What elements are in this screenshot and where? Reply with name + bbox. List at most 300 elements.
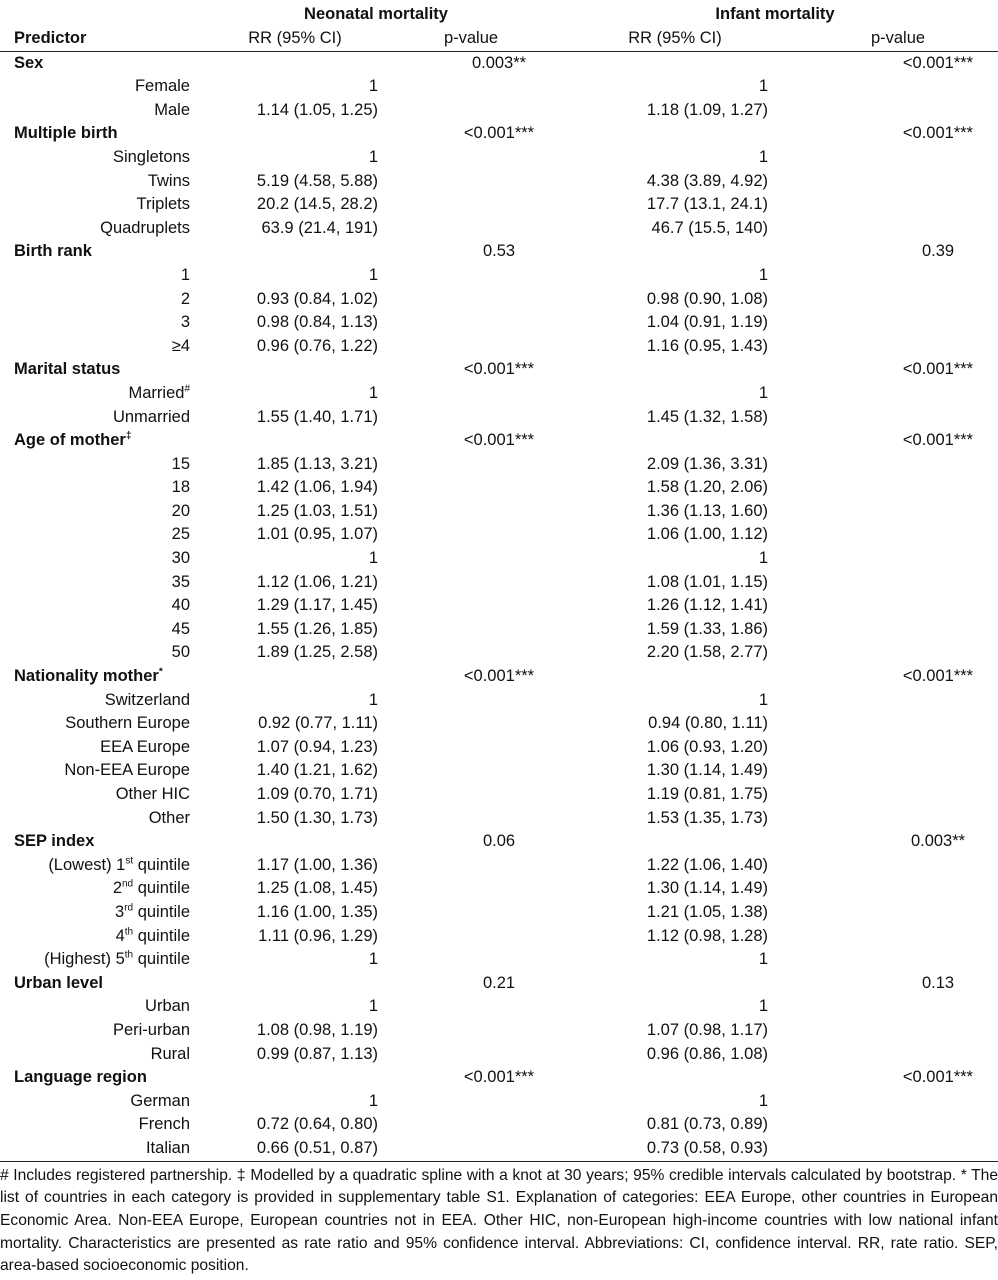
level-label: Quadruplets [100, 218, 190, 237]
neonatal-p-cell [390, 75, 552, 99]
neonatal-p-cell [390, 193, 552, 217]
neonatal-rr-cell: 1 [368, 549, 378, 568]
infant-p-cell [798, 877, 998, 901]
infant-rr-cell [552, 358, 798, 382]
category-row [0, 1066, 998, 1090]
neonatal-rr-cell: 1 [368, 77, 378, 96]
level-label: Singletons [112, 147, 190, 166]
infant-rr-cell: 1.22 (1.06, 1.40) [646, 855, 769, 874]
infant-rr-cell: 2.20 (1.58, 2.77) [646, 643, 769, 662]
infant-p-cell [798, 500, 998, 524]
label-superscript: * [158, 666, 163, 678]
group-header-infant: Infant mortality [715, 5, 835, 23]
infant-rr-cell: 1.06 (1.00, 1.12) [646, 525, 769, 544]
table-row [0, 500, 998, 524]
table-row [0, 217, 998, 241]
infant-rr-cell: 1.58 (1.20, 2.06) [646, 478, 769, 497]
infant-rr-cell: 1.19 (0.81, 1.75) [646, 785, 769, 803]
infant-p-header: p-value [798, 27, 998, 51]
level-label: Married# [128, 383, 190, 402]
category-label: Sex [14, 53, 44, 72]
neonatal-p-header: p-value [390, 27, 552, 51]
infant-p-cell [798, 193, 998, 217]
infant-p-cell [798, 406, 998, 430]
neonatal-rr-cell: 1.40 (1.21, 1.62) [256, 761, 378, 780]
neonatal-rr-cell: 1 [368, 950, 378, 969]
neonatal-rr-cell [200, 51, 390, 75]
neonatal-rr-cell: 1.42 (1.06, 1.94) [256, 478, 378, 497]
infant-p-cell [798, 641, 998, 665]
infant-rr-cell: 1 [758, 265, 769, 284]
infant-p-cell [798, 217, 998, 241]
infant-p-cell [798, 1113, 998, 1137]
infant-rr-cell: 1.26 (1.12, 1.41) [646, 596, 769, 615]
neonatal-p-cell [390, 217, 552, 241]
table-row [0, 571, 998, 595]
infant-rr-cell: 1 [758, 549, 769, 568]
neonatal-p-cell [390, 759, 552, 783]
level-label: Twins [147, 171, 190, 190]
neonatal-rr-cell: 1 [368, 690, 378, 709]
infant-p-cell: <0.001*** [902, 1068, 974, 1087]
infant-rr-cell [552, 972, 798, 996]
infant-rr-cell: 2.09 (1.36, 3.31) [646, 454, 769, 473]
neonatal-p-cell [390, 476, 552, 500]
table-row [0, 1090, 998, 1114]
infant-rr-cell: 1.08 (1.01, 1.15) [646, 572, 769, 591]
table-row [0, 783, 998, 807]
infant-p-cell [798, 571, 998, 595]
infant-rr-cell [552, 1066, 798, 1090]
category-label: Birth rank [14, 242, 92, 261]
neonatal-p-cell [390, 311, 552, 335]
neonatal-p-cell [390, 783, 552, 807]
infant-rr-cell [552, 830, 798, 854]
neonatal-rr-cell: 1.85 (1.13, 3.21) [256, 454, 378, 473]
infant-p-cell [798, 1019, 998, 1043]
neonatal-p-cell [390, 547, 552, 571]
infant-rr-cell: 1.45 (1.32, 1.58) [646, 407, 769, 426]
table-row [0, 288, 998, 312]
infant-rr-cell: 0.73 (0.58, 0.93) [646, 1138, 769, 1157]
level-label: 30 [171, 549, 190, 568]
neonatal-p-cell: 0.06 [482, 832, 516, 851]
infant-p-cell [798, 901, 998, 925]
level-label: (Highest) 5th quintile [44, 949, 190, 969]
table-row [0, 547, 998, 571]
table-row [0, 382, 998, 406]
label-superscript: ‡ [125, 430, 132, 442]
infant-rr-header: RR (95% CI) [552, 27, 798, 51]
category-label: Marital status [14, 360, 121, 379]
table-body [0, 51, 998, 1161]
neonatal-p-cell: 0.53 [482, 242, 516, 261]
neonatal-p-cell [390, 901, 552, 925]
table-row [0, 594, 998, 618]
neonatal-rr-cell: 1.11 (0.96, 1.29) [258, 926, 378, 945]
infant-rr-cell [552, 240, 798, 264]
infant-rr-cell [552, 51, 798, 75]
level-label: 3 [180, 313, 190, 332]
neonatal-p-cell [390, 288, 552, 312]
level-label: Female [134, 77, 190, 96]
neonatal-rr-cell: 1.25 (1.03, 1.51) [256, 501, 378, 520]
table-row [0, 877, 998, 901]
level-label: Non-EEA Europe [64, 761, 190, 780]
neonatal-rr-cell: 1 [368, 997, 378, 1016]
infant-rr-cell: 1 [758, 690, 769, 709]
neonatal-rr-cell: 20.2 (14.5, 28.2) [256, 195, 378, 214]
neonatal-rr-cell: 1.50 (1.30, 1.73) [256, 808, 378, 827]
neonatal-p-cell [390, 641, 552, 665]
neonatal-p-cell [390, 453, 552, 477]
neonatal-p-cell [390, 925, 552, 949]
level-label: German [130, 1091, 190, 1110]
neonatal-rr-cell: 1.07 (0.94, 1.23) [256, 737, 378, 756]
infant-p-cell [798, 99, 998, 123]
infant-p-cell [798, 712, 998, 736]
table-row [0, 311, 998, 335]
neonatal-p-cell: 0.003** [471, 53, 527, 72]
neonatal-rr-cell: 1.55 (1.26, 1.85) [256, 619, 378, 638]
category-label: Nationality mother* [14, 666, 163, 686]
column-header-row [0, 27, 998, 51]
table-row [0, 712, 998, 736]
infant-rr-cell: 4.38 (3.89, 4.92) [646, 171, 769, 190]
infant-p-cell [798, 476, 998, 500]
infant-p-cell [798, 807, 998, 831]
infant-rr-cell: 1.30 (1.14, 1.49) [646, 879, 769, 898]
category-label: Age of mother‡ [14, 430, 132, 450]
infant-p-cell [798, 75, 998, 99]
infant-rr-cell [552, 429, 798, 453]
level-label: Male [154, 100, 190, 119]
neonatal-rr-header: RR (95% CI) [200, 27, 390, 51]
infant-rr-cell [552, 122, 798, 146]
neonatal-p-cell [390, 500, 552, 524]
table-row [0, 641, 998, 665]
neonatal-rr-cell: 1.01 (0.95, 1.07) [256, 525, 378, 544]
neonatal-p-cell: <0.001*** [463, 431, 535, 450]
predictor-header: Predictor [0, 27, 200, 51]
infant-rr-cell: 1.59 (1.33, 1.86) [646, 619, 769, 638]
neonatal-rr-cell [200, 358, 390, 382]
table-row [0, 736, 998, 760]
table-row [0, 75, 998, 99]
infant-rr-cell: 1 [758, 950, 769, 969]
level-label: 1 [180, 265, 190, 284]
level-label: Other HIC [115, 785, 190, 803]
neonatal-rr-cell: 1 [368, 147, 378, 166]
table-row [0, 689, 998, 713]
infant-rr-cell: 1.12 (0.98, 1.28) [646, 926, 769, 945]
neonatal-rr-cell: 1.12 (1.06, 1.21) [256, 572, 378, 591]
level-label: 18 [171, 478, 190, 497]
neonatal-p-cell [390, 948, 552, 972]
table-row [0, 948, 998, 972]
infant-p-cell: <0.001*** [902, 360, 974, 379]
neonatal-rr-cell [200, 429, 390, 453]
neonatal-p-cell [390, 335, 552, 359]
label-superscript: rd [124, 902, 134, 914]
infant-rr-cell: 1 [758, 77, 769, 96]
neonatal-p-cell [390, 854, 552, 878]
level-label: 25 [171, 525, 190, 544]
category-row [0, 122, 998, 146]
category-row [0, 972, 998, 996]
neonatal-rr-cell: 0.99 (0.87, 1.13) [256, 1044, 378, 1063]
level-label: 40 [171, 596, 190, 615]
neonatal-p-cell [390, 523, 552, 547]
infant-p-cell [798, 523, 998, 547]
infant-rr-cell: 1.16 (0.95, 1.43) [646, 336, 769, 355]
level-label: ≥4 [171, 336, 190, 355]
infant-p-cell [798, 547, 998, 571]
level-label: 3rd quintile [115, 902, 190, 921]
infant-p-cell [798, 382, 998, 406]
neonatal-rr-cell: 63.9 (21.4, 191) [261, 218, 378, 237]
level-label: 2nd quintile [112, 878, 190, 898]
blank-header-cell [0, 0, 200, 27]
table-row [0, 99, 998, 123]
level-label: 20 [171, 501, 190, 520]
infant-p-cell: <0.001*** [902, 124, 974, 143]
neonatal-rr-cell: 1.09 (0.70, 1.71) [256, 785, 378, 803]
neonatal-p-cell [390, 1090, 552, 1114]
neonatal-p-cell [390, 264, 552, 288]
category-row [0, 830, 998, 854]
infant-p-cell [798, 759, 998, 783]
infant-rr-cell: 1.30 (1.14, 1.49) [646, 761, 769, 780]
infant-rr-cell: 1 [758, 1091, 769, 1110]
neonatal-p-cell [390, 995, 552, 1019]
neonatal-rr-cell [200, 830, 390, 854]
neonatal-rr-cell: 0.92 (0.77, 1.11) [258, 714, 378, 733]
infant-rr-cell: 1.06 (0.93, 1.20) [646, 737, 769, 756]
category-label: Urban level [14, 973, 103, 992]
infant-p-cell [798, 146, 998, 170]
infant-p-cell [798, 1137, 998, 1161]
category-label: Language region [14, 1068, 147, 1087]
level-label: Southern Europe [65, 714, 190, 733]
neonatal-rr-cell: 1.29 (1.17, 1.45) [256, 596, 378, 615]
neonatal-rr-cell: 1.89 (1.25, 2.58) [256, 643, 378, 662]
neonatal-rr-cell: 1.16 (1.00, 1.35) [256, 902, 378, 921]
category-row [0, 240, 998, 264]
table-row [0, 193, 998, 217]
neonatal-p-cell [390, 99, 552, 123]
neonatal-rr-cell [200, 122, 390, 146]
infant-p-cell: 0.39 [921, 242, 955, 261]
infant-rr-cell: 0.94 (0.80, 1.11) [648, 714, 769, 733]
neonatal-p-cell [390, 1137, 552, 1161]
level-label: 4th quintile [115, 926, 190, 945]
infant-rr-cell: 1.07 (0.98, 1.17) [646, 1020, 769, 1039]
neonatal-p-cell: <0.001*** [463, 124, 535, 143]
infant-rr-cell: 1 [758, 383, 769, 402]
category-row [0, 51, 998, 75]
infant-p-cell [798, 1090, 998, 1114]
level-label: Peri-urban [112, 1020, 190, 1039]
infant-rr-cell: 1.53 (1.35, 1.73) [646, 808, 769, 827]
table-row [0, 264, 998, 288]
neonatal-p-cell: <0.001*** [463, 667, 535, 686]
category-row [0, 429, 998, 453]
category-label: Multiple birth [14, 124, 118, 143]
neonatal-p-cell [390, 1019, 552, 1043]
level-label: Other [148, 808, 190, 827]
infant-p-cell: <0.001*** [902, 431, 974, 450]
neonatal-p-cell: <0.001*** [463, 1068, 535, 1087]
neonatal-p-cell [390, 877, 552, 901]
label-superscript: # [184, 383, 190, 395]
level-label: (Lowest) 1st quintile [48, 855, 190, 874]
category-row [0, 665, 998, 689]
table-row [0, 901, 998, 925]
infant-p-cell [798, 335, 998, 359]
category-row [0, 358, 998, 382]
neonatal-rr-cell: 0.66 (0.51, 0.87) [256, 1138, 378, 1157]
infant-p-cell: <0.001*** [902, 667, 974, 686]
level-label: 35 [171, 572, 190, 591]
neonatal-rr-cell: 0.98 (0.84, 1.13) [256, 313, 378, 332]
table-row [0, 759, 998, 783]
neonatal-p-cell [390, 689, 552, 713]
neonatal-rr-cell [200, 240, 390, 264]
infant-p-cell [798, 288, 998, 312]
neonatal-rr-cell: 5.19 (4.58, 5.88) [256, 171, 378, 190]
neonatal-p-cell [390, 1043, 552, 1067]
neonatal-rr-cell: 1 [368, 1091, 378, 1110]
neonatal-p-cell: <0.001*** [463, 360, 535, 379]
infant-p-cell [798, 948, 998, 972]
infant-p-cell [798, 925, 998, 949]
group-header-neonatal: Neonatal mortality [304, 5, 448, 23]
neonatal-rr-cell: 1.55 (1.40, 1.71) [256, 407, 378, 426]
infant-p-cell [798, 618, 998, 642]
neonatal-p-cell: 0.21 [482, 973, 516, 992]
table-row [0, 807, 998, 831]
table-row [0, 618, 998, 642]
level-label: EEA Europe [100, 737, 190, 756]
table-row [0, 925, 998, 949]
label-superscript: th [124, 926, 134, 938]
level-label: French [138, 1115, 190, 1134]
table-row [0, 406, 998, 430]
infant-rr-cell: 1.36 (1.13, 1.60) [646, 501, 769, 520]
neonatal-p-cell [390, 712, 552, 736]
label-superscript: st [125, 855, 134, 867]
table-row [0, 1019, 998, 1043]
infant-p-cell [798, 854, 998, 878]
level-label: 50 [171, 643, 190, 662]
infant-rr-cell [552, 665, 798, 689]
table-row [0, 146, 998, 170]
neonatal-rr-cell: 1 [368, 265, 378, 284]
neonatal-p-cell [390, 1113, 552, 1137]
neonatal-p-cell [390, 382, 552, 406]
table-row [0, 523, 998, 547]
level-label: Urban [145, 997, 190, 1016]
infant-p-cell [798, 594, 998, 618]
neonatal-p-cell [390, 594, 552, 618]
level-label: 2 [180, 289, 190, 308]
neonatal-rr-cell: 0.93 (0.84, 1.02) [256, 289, 378, 308]
infant-rr-cell: 0.81 (0.73, 0.89) [646, 1115, 769, 1134]
infant-p-cell [798, 311, 998, 335]
neonatal-p-cell [390, 618, 552, 642]
infant-rr-cell: 1 [758, 997, 769, 1016]
table-footnote: # Includes registered partnership. ‡ Modelled by a quadratic spline with a knot at 30 years; 95% credible intervals calculated by bootstrap. * The list of countries in each category is provided in supplementary table S1. Explanation of categories: EEA Europe, other countries in European Economic Area. Non-EEA Europe, European countries not in EEA. Other HIC, non-European high-income countries with low national infant mortality. Characteristics are presented as rate ratio and 95% confidence interval. Abbreviations: CI, confidence interval. RR, rate ratio. SEP, area-based socioeconomic position. [0, 1166, 998, 1275]
infant-p-cell: 0.003** [910, 832, 966, 851]
neonatal-rr-cell [200, 1066, 390, 1090]
neonatal-rr-cell: 0.96 (0.76, 1.22) [256, 336, 378, 355]
label-superscript: nd [122, 878, 134, 890]
infant-rr-cell: 46.7 (15.5, 140) [651, 218, 769, 237]
infant-p-cell [798, 783, 998, 807]
neonatal-rr-cell [200, 665, 390, 689]
level-label: Rural [150, 1044, 190, 1063]
level-label: Triplets [136, 195, 190, 214]
table-row [0, 1113, 998, 1137]
table-row [0, 335, 998, 359]
neonatal-rr-cell: 1.14 (1.05, 1.25) [256, 100, 378, 119]
neonatal-rr-cell: 0.72 (0.64, 0.80) [256, 1115, 378, 1134]
table-row [0, 1137, 998, 1161]
infant-p-cell [798, 995, 998, 1019]
table-row [0, 995, 998, 1019]
table-row [0, 854, 998, 878]
infant-p-cell [798, 689, 998, 713]
neonatal-p-cell [390, 146, 552, 170]
infant-rr-cell: 1.21 (1.05, 1.38) [646, 902, 769, 921]
label-superscript: th [124, 949, 134, 961]
infant-rr-cell: 17.7 (13.1, 24.1) [646, 195, 769, 214]
infant-p-cell [798, 1043, 998, 1067]
infant-rr-cell: 1 [758, 147, 769, 166]
neonatal-rr-cell: 1 [368, 383, 378, 402]
infant-p-cell: <0.001*** [902, 53, 974, 72]
level-label: 45 [171, 619, 190, 638]
level-label: Switzerland [104, 690, 190, 709]
table-row [0, 453, 998, 477]
infant-rr-cell: 1.18 (1.09, 1.27) [646, 100, 769, 119]
neonatal-p-cell [390, 170, 552, 194]
level-label: Italian [145, 1138, 190, 1157]
table-row [0, 1043, 998, 1067]
infant-rr-cell: 0.98 (0.90, 1.08) [646, 289, 769, 308]
category-label: SEP index [14, 832, 95, 851]
neonatal-rr-cell: 1.17 (1.00, 1.36) [256, 855, 378, 874]
neonatal-rr-cell: 1.08 (0.98, 1.19) [256, 1020, 378, 1039]
infant-p-cell [798, 170, 998, 194]
infant-p-cell: 0.13 [921, 973, 955, 992]
level-label: Unmarried [112, 407, 190, 426]
neonatal-p-cell [390, 406, 552, 430]
infant-p-cell [798, 453, 998, 477]
level-label: 15 [171, 454, 190, 473]
infant-p-cell [798, 264, 998, 288]
infant-p-cell [798, 736, 998, 760]
infant-rr-cell: 0.96 (0.86, 1.08) [646, 1044, 769, 1063]
table-row [0, 170, 998, 194]
group-header-row [0, 0, 998, 27]
neonatal-rr-cell [200, 972, 390, 996]
infant-rr-cell: 1.04 (0.91, 1.19) [646, 313, 769, 332]
neonatal-p-cell [390, 571, 552, 595]
neonatal-p-cell [390, 736, 552, 760]
neonatal-rr-cell: 1.25 (1.08, 1.45) [256, 879, 378, 898]
